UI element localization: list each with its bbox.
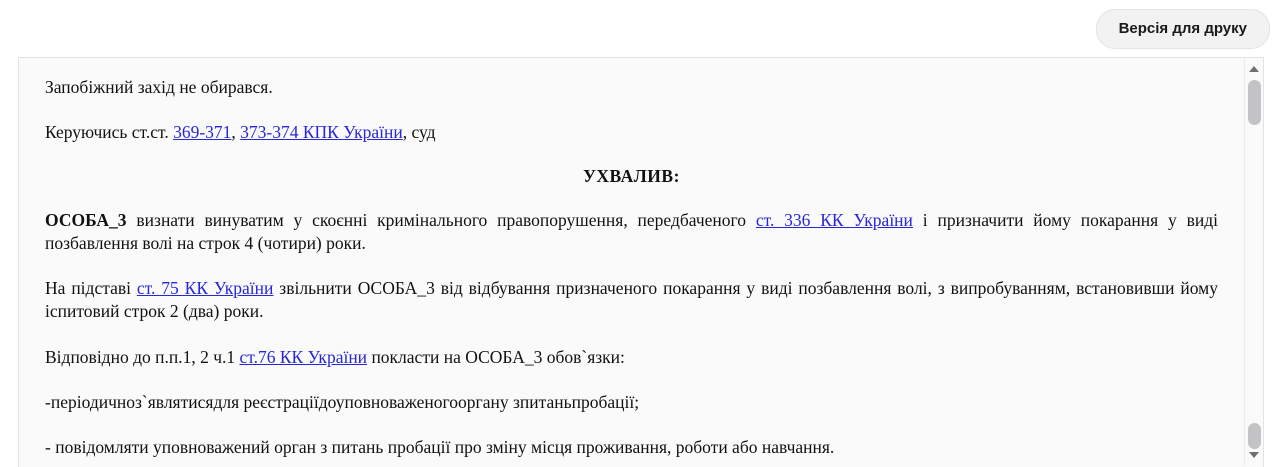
document-text-area bbox=[19, 58, 1244, 467]
legal-reference-link[interactable]: ст. 336 КК України bbox=[755, 210, 913, 231]
text-run: визнати винуватим у скоєнні кримінального правопорушення, передбаченого bbox=[126, 210, 756, 231]
document-paragraph bbox=[45, 277, 1218, 323]
text-run: , bbox=[231, 122, 241, 143]
legal-reference-link[interactable]: ст.76 КК України bbox=[239, 346, 368, 367]
text-run: і призначити йому покарання у виді позбавлення волі на строк 4 (чотири) роки. bbox=[45, 210, 1218, 254]
text-run: -періодичноз`являтисядля реєстраціїдоуповноваженогооргану зпитаньпробації; bbox=[45, 391, 640, 412]
document-paragraph bbox=[45, 346, 1218, 369]
text-run: звільнити ОСОБА_3 від відбування призначеного покарання у виді позбавлення волі, з випробуванням, встановивши йому іспитовий строк 2 (два) роки. bbox=[45, 278, 1218, 322]
document-panel bbox=[18, 57, 1264, 467]
text-run: , суд bbox=[402, 122, 436, 143]
scrollbar-thumb[interactable] bbox=[1248, 80, 1261, 125]
top-toolbar bbox=[0, 0, 1280, 56]
text-run: Відповідно до п.п.1, 2 ч.1 bbox=[45, 346, 240, 367]
document-paragraph bbox=[45, 436, 1218, 459]
document-paragraph bbox=[45, 209, 1218, 255]
document-heading bbox=[45, 166, 1218, 187]
text-run: покласти на ОСОБА_3 обов`язки: bbox=[367, 346, 625, 367]
vertical-scrollbar[interactable] bbox=[1244, 58, 1263, 466]
text-run: Запобіжний захід не обирався. bbox=[45, 77, 273, 97]
document-paragraph bbox=[45, 391, 1218, 414]
scroll-down-arrow-icon[interactable] bbox=[1245, 446, 1263, 464]
scroll-up-arrow-icon[interactable] bbox=[1245, 60, 1263, 78]
document-paragraph bbox=[45, 121, 1218, 144]
legal-reference-link[interactable]: ст. 75 КК України bbox=[136, 278, 274, 299]
print-version-button[interactable]: Версія для друку bbox=[1096, 9, 1270, 49]
emphasis-text: УХВАЛИВ: bbox=[583, 166, 680, 187]
emphasis-text: ОСОБА_3 bbox=[45, 210, 127, 231]
text-run: Керуючись ст.ст. bbox=[45, 122, 174, 143]
legal-reference-link[interactable]: 373-374 КПК України bbox=[240, 122, 403, 143]
document-paragraph bbox=[45, 76, 1218, 99]
text-run: - повідомляти уповноважений орган з питань пробації про зміну місця проживання, роботи або навчання. bbox=[45, 436, 835, 457]
text-run: На підставі bbox=[45, 278, 137, 299]
legal-reference-link[interactable]: 369-371 bbox=[173, 122, 232, 143]
